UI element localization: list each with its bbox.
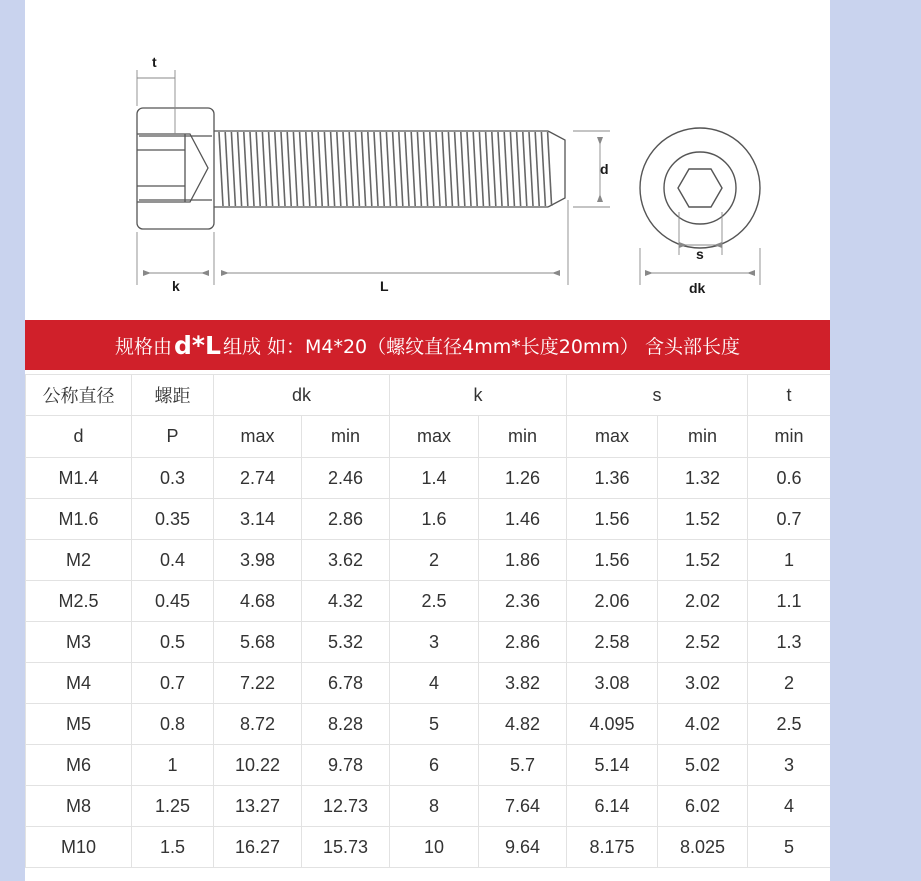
- table-cell: 3.82: [479, 663, 567, 704]
- table-cell: 2.5: [748, 704, 830, 745]
- table-cell: M8: [26, 786, 132, 827]
- table-row: [26, 499, 831, 540]
- table-cell: 1.4: [390, 458, 479, 499]
- spec-sheet: [25, 0, 830, 881]
- table-cell: 6.14: [567, 786, 658, 827]
- table-cell: 0.45: [132, 581, 214, 622]
- header-s-min: min: [658, 416, 748, 458]
- table-cell: 5.14: [567, 745, 658, 786]
- table-cell: 7.64: [479, 786, 567, 827]
- header-pitch-bottom: P: [132, 416, 214, 458]
- table-cell: 6.02: [658, 786, 748, 827]
- table-cell: 3: [390, 622, 479, 663]
- table-row: [26, 704, 831, 745]
- table-cell: M4: [26, 663, 132, 704]
- table-row: [26, 745, 831, 786]
- table-cell: 1.6: [390, 499, 479, 540]
- table-cell: 2.46: [302, 458, 390, 499]
- table-cell: 8.28: [302, 704, 390, 745]
- table-cell: 8.72: [214, 704, 302, 745]
- banner-suffix: 组成 如：M4*20（螺纹直径4mm*长度20mm） 含头部长度: [222, 335, 740, 358]
- table-cell: 5: [390, 704, 479, 745]
- table-cell: 9.64: [479, 827, 567, 868]
- dim-label-dk: dk: [689, 280, 706, 296]
- table-cell: 8.175: [567, 827, 658, 868]
- table-cell: 1.52: [658, 499, 748, 540]
- table-cell: 2: [390, 540, 479, 581]
- table-cell: 2.52: [658, 622, 748, 663]
- table-cell: M2: [26, 540, 132, 581]
- table-cell: M1.4: [26, 458, 132, 499]
- table-cell: 1.3: [748, 622, 830, 663]
- table-row: [26, 540, 831, 581]
- table-cell: 4.68: [214, 581, 302, 622]
- table-cell: 8: [390, 786, 479, 827]
- table-cell: 0.7: [748, 499, 830, 540]
- table-cell: 2.58: [567, 622, 658, 663]
- table-cell: 1: [748, 540, 830, 581]
- header-nominal-top: 公称直径: [26, 375, 132, 416]
- table-cell: M1.6: [26, 499, 132, 540]
- table-cell: 5: [748, 827, 830, 868]
- hex-socket-icon: [640, 128, 760, 248]
- table-cell: 1.26: [479, 458, 567, 499]
- table-cell: 4.095: [567, 704, 658, 745]
- table-cell: 5.7: [479, 745, 567, 786]
- header-s-max: max: [567, 416, 658, 458]
- table-cell: 9.78: [302, 745, 390, 786]
- table-row: [26, 581, 831, 622]
- spec-table: [25, 374, 830, 868]
- header-s: s: [567, 375, 748, 416]
- table-row: [26, 786, 831, 827]
- table-cell: 3.14: [214, 499, 302, 540]
- header-pitch-top: 螺距: [132, 375, 214, 416]
- table-cell: 0.3: [132, 458, 214, 499]
- table-cell: 10: [390, 827, 479, 868]
- table-cell: 1.36: [567, 458, 658, 499]
- screw-diagram: [25, 0, 830, 318]
- table-cell: 0.7: [132, 663, 214, 704]
- header-k-max: max: [390, 416, 479, 458]
- table-cell: 1.52: [658, 540, 748, 581]
- table-cell: 6: [390, 745, 479, 786]
- dim-label-L: L: [380, 278, 389, 294]
- table-cell: 13.27: [214, 786, 302, 827]
- table-cell: 2.02: [658, 581, 748, 622]
- table-cell: 2.06: [567, 581, 658, 622]
- header-dk-max: max: [214, 416, 302, 458]
- dim-label-d: d: [600, 161, 609, 177]
- background-strip: [830, 0, 921, 881]
- table-cell: 1.86: [479, 540, 567, 581]
- table-cell: 0.35: [132, 499, 214, 540]
- dim-label-s: s: [696, 246, 704, 262]
- table-cell: 8.025: [658, 827, 748, 868]
- table-cell: 2.5: [390, 581, 479, 622]
- header-dk: dk: [214, 375, 390, 416]
- table-cell: M2.5: [26, 581, 132, 622]
- banner-code: d*L: [174, 330, 221, 360]
- table-cell: 5.32: [302, 622, 390, 663]
- table-cell: 3.62: [302, 540, 390, 581]
- table-cell: 3.98: [214, 540, 302, 581]
- table-cell: 1.32: [658, 458, 748, 499]
- dim-label-k: k: [172, 278, 180, 294]
- table-cell: 3.02: [658, 663, 748, 704]
- table-cell: 7.22: [214, 663, 302, 704]
- table-cell: 2: [748, 663, 830, 704]
- table-cell: M10: [26, 827, 132, 868]
- table-cell: 1.1: [748, 581, 830, 622]
- table-cell: 10.22: [214, 745, 302, 786]
- table-cell: 15.73: [302, 827, 390, 868]
- screw-side-view-icon: [25, 0, 830, 318]
- table-cell: 1: [132, 745, 214, 786]
- table-cell: 1.56: [567, 540, 658, 581]
- spec-table-body: [26, 458, 831, 868]
- table-cell: 4: [748, 786, 830, 827]
- table-cell: M5: [26, 704, 132, 745]
- table-cell: 3.08: [567, 663, 658, 704]
- table-cell: 2.74: [214, 458, 302, 499]
- table-cell: 6.78: [302, 663, 390, 704]
- header-t-min: min: [748, 416, 830, 458]
- table-cell: M6: [26, 745, 132, 786]
- table-cell: 0.4: [132, 540, 214, 581]
- table-cell: 1.46: [479, 499, 567, 540]
- table-row: [26, 622, 831, 663]
- table-cell: 12.73: [302, 786, 390, 827]
- table-cell: 16.27: [214, 827, 302, 868]
- dim-label-t: t: [152, 54, 157, 70]
- table-cell: 0.5: [132, 622, 214, 663]
- table-cell: M3: [26, 622, 132, 663]
- table-cell: 0.8: [132, 704, 214, 745]
- table-cell: 4.02: [658, 704, 748, 745]
- header-k: k: [390, 375, 567, 416]
- header-nominal-bottom: d: [26, 416, 132, 458]
- table-cell: 1.56: [567, 499, 658, 540]
- header-dk-min: min: [302, 416, 390, 458]
- table-cell: 2.36: [479, 581, 567, 622]
- header-t: t: [748, 375, 830, 416]
- table-cell: 4: [390, 663, 479, 704]
- table-cell: 1.25: [132, 786, 214, 827]
- table-row: [26, 458, 831, 499]
- table-row: [26, 663, 831, 704]
- table-cell: 5.68: [214, 622, 302, 663]
- table-cell: 3: [748, 745, 830, 786]
- table-row: [26, 827, 831, 868]
- table-cell: 2.86: [479, 622, 567, 663]
- table-cell: 4.32: [302, 581, 390, 622]
- table-cell: 0.6: [748, 458, 830, 499]
- banner-prefix: 规格由: [115, 335, 173, 358]
- header-k-min: min: [479, 416, 567, 458]
- spec-format-banner: [25, 320, 830, 370]
- table-cell: 1.5: [132, 827, 214, 868]
- table-cell: 5.02: [658, 745, 748, 786]
- table-cell: 2.86: [302, 499, 390, 540]
- table-cell: 4.82: [479, 704, 567, 745]
